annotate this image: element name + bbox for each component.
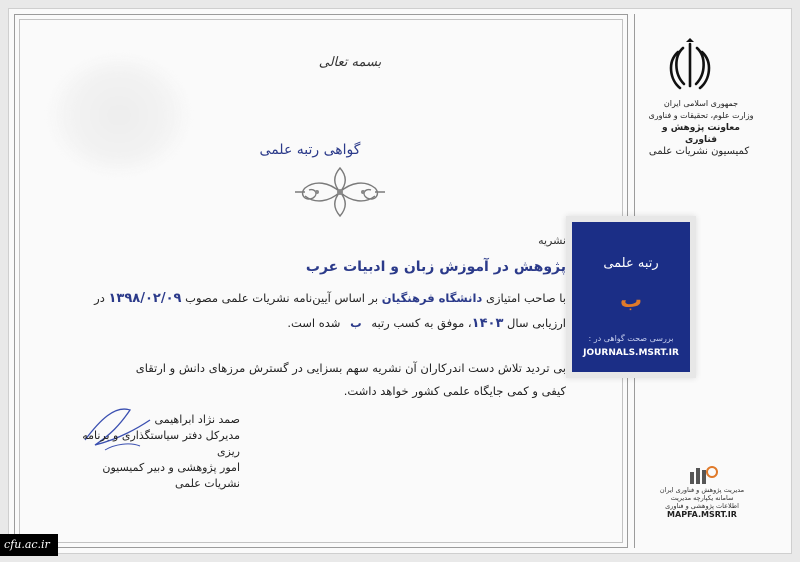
line1-prefix: با صاحب امتیازی	[485, 291, 566, 305]
badge-grade: ب	[619, 288, 643, 313]
commission-name: کمیسیون نشریات علمی	[648, 146, 750, 157]
ornament-icon	[291, 164, 389, 220]
certificate-title: گواهی رتبه علمی	[259, 142, 361, 158]
mapfa-logo-icon	[688, 464, 718, 484]
certificate-line-3: بی تردید تلاش دست اندرکاران آن نشریه سهم بسزایی در گسترش مرزهای دانش و ارتقای	[135, 361, 566, 375]
line1-suffix: در	[94, 291, 105, 305]
signer-name: صمد نژاد ابراهیمی	[154, 413, 240, 426]
badge-title: رتبه علمی	[603, 256, 659, 271]
watermark-text: cfu.ac.ir	[4, 538, 50, 551]
mapfa-line-1: مدیریت پژوهش و فناوری ایران	[659, 486, 745, 494]
line2-suffix: شده است.	[287, 316, 341, 330]
journal-name: پژوهش در آموزش زبان و ادبیات عرب	[305, 259, 566, 275]
mapfa-line-2: سامانه یکپارچه مدیریت	[670, 494, 734, 502]
ministry-line-3: معاونت پژوهش و فناوری	[662, 123, 740, 145]
evaluation-year: ۱۴۰۳	[471, 316, 504, 331]
certificate-line-1	[94, 291, 566, 306]
grade-value: ب	[350, 316, 362, 330]
journal-label: نشریه	[538, 234, 566, 247]
bismillah-heading: بسمه تعالی	[318, 55, 382, 70]
mapfa-text	[652, 486, 752, 510]
badge-url: JOURNALS.MSRT.IR	[583, 348, 679, 358]
ministry-line-2: وزارت علوم، تحقیقات و فناوری	[648, 111, 754, 120]
approval-date: ۱۳۹۸/۰۲/۰۹	[108, 291, 182, 306]
ministry-text	[646, 98, 756, 146]
blurred-area	[55, 62, 183, 168]
certificate-line-4: کیفی و کمی جایگاه علمی کشور خواهد داشت.	[343, 384, 566, 398]
signer-role-3: نشریات علمی	[175, 477, 240, 490]
signer-role-1: مدیرکل دفتر سیاستگذاری و برنامه ریزی	[82, 429, 240, 458]
rank-badge	[572, 222, 690, 372]
university-name: دانشگاه فرهنگیان	[381, 291, 483, 305]
certificate-line-2	[287, 316, 566, 331]
line2-prefix: ارزیابی سال	[507, 316, 566, 330]
mapfa-url: MAPFA.MSRT.IR	[667, 510, 737, 519]
line1-mid: بر اساس آیین‌نامه نشریات علمی مصوب	[185, 291, 379, 305]
ministry-line-1: جمهوری اسلامی ایران	[663, 99, 739, 108]
badge-check-label: بررسی صحت گواهی در :	[588, 334, 674, 343]
signer-role-2: امور پژوهشی و دبیر کمیسیون	[102, 461, 240, 474]
iran-emblem-icon	[668, 38, 712, 92]
signature-block	[80, 412, 240, 492]
mapfa-line-3: اطلاعات پژوهشی و فناوری	[665, 502, 739, 510]
line2-mid: ، موفق به کسب رتبه	[371, 316, 472, 330]
